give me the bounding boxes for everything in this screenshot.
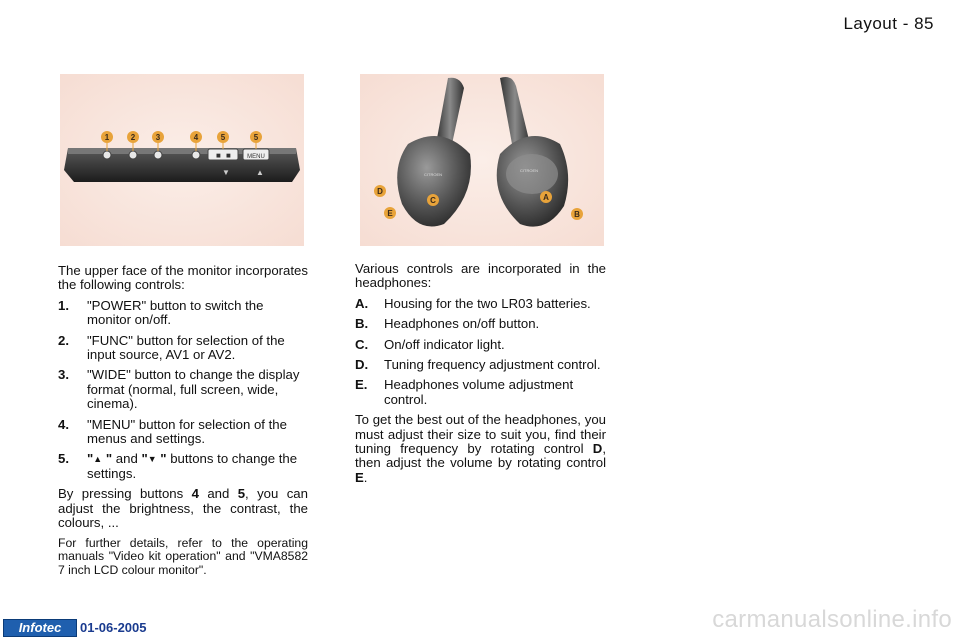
callout-b: B xyxy=(574,210,580,219)
down-arrow-icon: ▼ xyxy=(147,454,157,465)
footer-date: 01-06-2005 xyxy=(80,620,147,635)
callout-5b: 5 xyxy=(253,133,259,142)
callout-1: 1 xyxy=(104,133,110,142)
monitor-controls-text xyxy=(58,264,308,583)
list-item: E. Headphones volume adjustment control. xyxy=(355,377,574,407)
list-item: A. Housing for the two LR03 batteries. xyxy=(355,295,591,311)
list-item: 1. "POWER" button to switch the monitor on/off. xyxy=(58,297,264,328)
list-item: B. Headphones on/off button. xyxy=(355,316,540,332)
list-item: D. Tuning frequency adjustment control. xyxy=(355,357,601,373)
list-item: 5. "▲ " and "▼ " buttons to change the settings. xyxy=(58,451,298,481)
up-arrow-icon: ▲ xyxy=(93,454,103,465)
left-further: For further details, refer to the operating manuals "Video kit operation" and "VMA8582 7 inch LCD colour monitor". xyxy=(58,535,308,577)
monitor-illustration xyxy=(60,74,304,246)
left-intro: The upper face of the monitor incorporates the following controls: xyxy=(58,263,308,293)
brand-left: CITROEN xyxy=(424,172,442,177)
watermark: carmanualsonline.info xyxy=(712,606,952,633)
callout-5a: 5 xyxy=(220,133,226,142)
monitor-menu-label: MENU xyxy=(247,154,265,160)
list-item: 4. "MENU" button for selection of the menus and settings. xyxy=(58,416,287,447)
svg-text:■: ■ xyxy=(216,151,221,160)
callout-c: C xyxy=(430,196,436,205)
svg-text:▼: ▼ xyxy=(222,168,230,177)
headphones-controls-text xyxy=(355,262,606,491)
right-intro: Various controls are incorporated in the headphones: xyxy=(355,261,606,291)
callout-e: E xyxy=(387,209,393,218)
callout-d: D xyxy=(377,187,383,196)
page-title: Layout - 85 xyxy=(843,14,934,33)
callout-2: 2 xyxy=(130,133,136,142)
callout-3: 3 xyxy=(155,133,161,142)
svg-text:▲: ▲ xyxy=(256,168,264,177)
list-item: C. On/off indicator light. xyxy=(355,336,505,352)
callout-a: A xyxy=(543,193,549,202)
svg-text:■: ■ xyxy=(226,151,231,160)
headphones-illustration xyxy=(360,74,604,246)
list-item: 2. "FUNC" button for selection of the input source, AV1 or AV2. xyxy=(58,332,285,363)
callout-4: 4 xyxy=(193,133,199,142)
right-tip: To get the best out of the headphones, you must adjust their size to suit you, find their tuning frequency by rotating control D, then adjust the volume by rotating control E. xyxy=(355,412,606,485)
left-pressing: By pressing buttons 4 and 5, you can adjust the brightness, the contrast, the colours, ... xyxy=(58,486,308,531)
infotec-logo: Infotec xyxy=(3,619,77,637)
brand-right: CITROEN xyxy=(520,168,538,173)
list-item: 3. "WIDE" button to change the display format (normal, full screen, wide, cinema). xyxy=(58,367,300,412)
